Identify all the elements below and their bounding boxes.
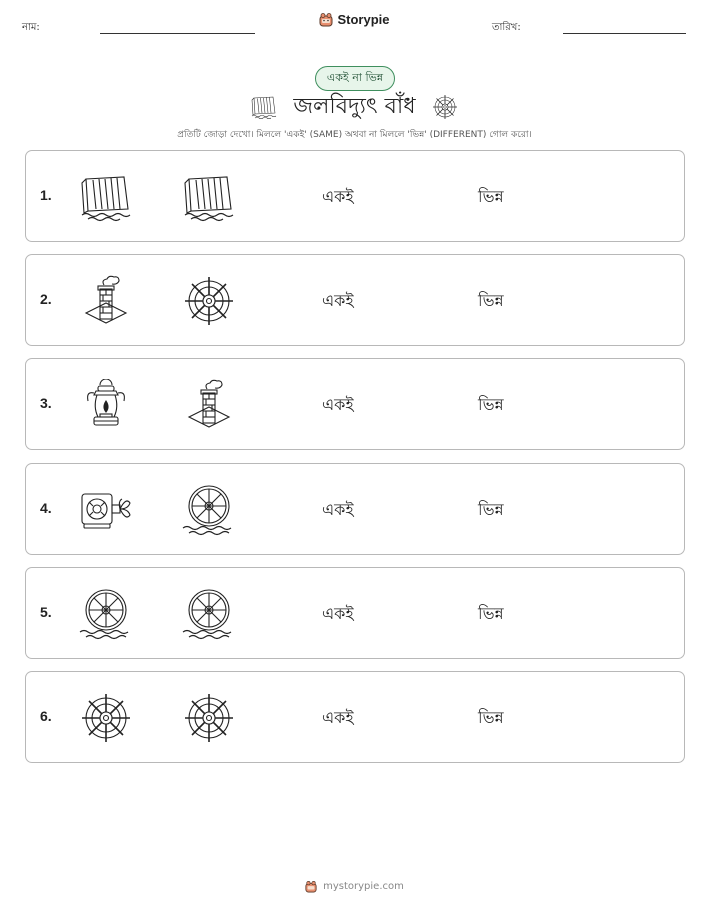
same-option[interactable]: একই (322, 187, 354, 206)
question-row (25, 567, 685, 659)
turbine-wheel-icon (181, 692, 237, 744)
water-wheel-icon (181, 588, 237, 640)
different-option[interactable]: ভিন্ন (478, 291, 504, 311)
activity-badge: একই না ভিন্ন (315, 66, 395, 91)
question-number: 6. (40, 708, 52, 724)
lantern-icon (78, 379, 134, 431)
turbine-wheel-icon (430, 94, 460, 120)
instructions: প্রতিটি জোড়া দেখো। মিললে 'একই' (SAME) অথবা না মিললে 'ভিন্ন' (DIFFERENT) গোল করো। (177, 130, 532, 140)
dam-icon (181, 171, 237, 223)
question-row (25, 254, 685, 346)
question-number: 1. (40, 187, 52, 203)
brand-name: Storypie (337, 12, 390, 27)
chimney-icon (181, 379, 237, 431)
footer-url: mystorypie.com (323, 881, 404, 892)
date-label: তারিখ: (492, 22, 521, 33)
name-field[interactable] (100, 33, 255, 34)
same-option[interactable]: একই (322, 395, 354, 415)
turbine-wheel-icon (181, 275, 237, 327)
question-number: 3. (40, 395, 52, 412)
question-row (25, 671, 685, 763)
water-wheel-icon (78, 588, 134, 640)
generator-icon (78, 484, 134, 536)
name-label: নাম: (22, 22, 40, 33)
brand (0, 12, 709, 27)
question-row (25, 463, 685, 555)
same-option[interactable]: একই (322, 499, 354, 519)
title-row (0, 92, 709, 122)
question-number: 5. (40, 603, 52, 620)
water-wheel-icon (181, 484, 237, 536)
dam-icon (78, 171, 134, 223)
date-field[interactable] (563, 33, 686, 34)
question-number: 2. (40, 291, 52, 308)
page-title: জলবিদ্যুৎ বাঁধ (293, 93, 416, 119)
same-option[interactable]: একই (322, 708, 354, 727)
turbine-wheel-icon (78, 692, 134, 744)
dam-icon (249, 94, 279, 120)
chimney-icon (78, 275, 134, 327)
same-option[interactable]: একই (322, 291, 354, 311)
different-option[interactable]: ভিন্ন (478, 708, 504, 727)
question-row (25, 358, 685, 450)
question-row (25, 150, 685, 242)
question-number: 4. (40, 499, 52, 516)
storypie-logo-icon (319, 12, 333, 27)
different-option[interactable]: ভিন্ন (478, 603, 504, 623)
footer (0, 880, 709, 893)
different-option[interactable]: ভিন্ন (478, 499, 504, 519)
storypie-logo-icon (305, 880, 317, 893)
different-option[interactable]: ভিন্ন (478, 395, 504, 415)
different-option[interactable]: ভিন্ন (478, 187, 504, 206)
same-option[interactable]: একই (322, 603, 354, 623)
